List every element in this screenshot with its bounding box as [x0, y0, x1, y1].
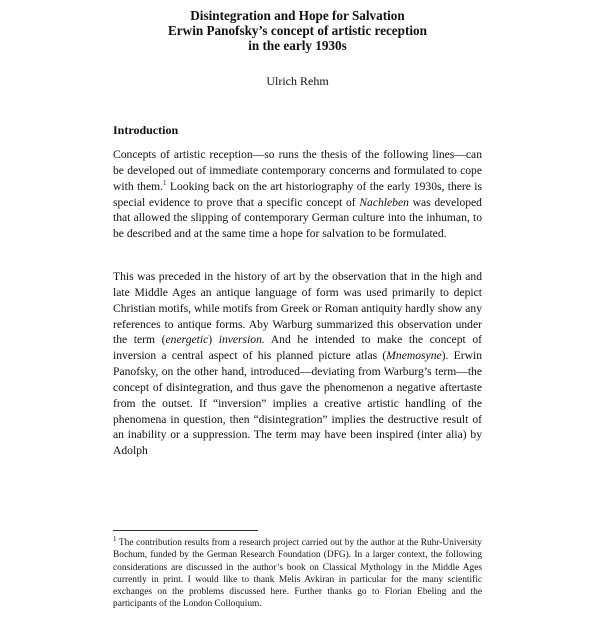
paragraph-2-text-b: )	[208, 333, 219, 347]
paragraph-1-text-b: Looking back on the art historiography of the early 1930s, there is special evidence to prove that a specific concept of	[113, 179, 482, 209]
author-name: Ulrich Rehm	[266, 74, 329, 88]
section-heading: Introduction	[113, 123, 179, 137]
paragraph-1-text-c: was developed that allowed the slipping of contemporary German culture into the inhuman, to be described and at the same time a hope for salvation to be formulated.	[113, 195, 482, 241]
paragraph-2-text-a: This was preceded in the history of art by the observation that in the high and late Middle Ages an antique language of form was used primarily to depict Christian motifs, while motifs from Greek or Roman antiquity hardly show any references to antique forms. Aby Warburg summarized this observation under the term (	[113, 270, 482, 347]
footnote-1	[113, 534, 482, 611]
title-line-1: Disintegration and Hope for Salvation	[190, 8, 405, 23]
footnote-divider	[113, 530, 258, 531]
footnote-text: The contribution results from a research project carried out by the author at the Ruhr-University Bochum, funded by the German Research Foundation (DFG). In a larger context, the following considerations are discussed in the author’s book on Classical Mythology in the Middle Ages currently in print. I would like to thank Melis Avkiran in particular for the many scientific exchanges on the problems discussed here. Further thanks go to Florian Ebeling and the participants of the London Colloquium.	[113, 538, 482, 610]
paragraph-1-text-a: Concepts of artistic reception—so runs the thesis of the following lines—can be developed out of immediate contemporary concerns and formulated to cope with them.	[113, 148, 482, 193]
paragraph-2	[113, 269, 482, 459]
paragraph-2-italic-mnemosyne: Mnemosyne	[386, 349, 442, 363]
paragraph-1	[113, 147, 482, 242]
footnote-marker: 1	[113, 534, 117, 543]
title-line-2: Erwin Panofsky’s concept of artistic reception	[168, 23, 427, 38]
paragraph-2-text-c: And he intended to make the concept of inversion a central aspect of his planned picture atlas (	[113, 333, 482, 363]
paragraph-2-text-d: ). Erwin Panofsky, on the other hand, introduced—deviating from Warburg’s term—the concept of disintegration, and thus gave the phenomenon a negative aftertaste from the outset. If “inversion” implies a creative artistic handling of the phenomena in question, then “disintegration” implies the destructive result of an inability or a suppression. The term may have been inspired (inter alia) by Adolph	[113, 349, 482, 458]
footnote-reference[interactable]: 1	[163, 178, 167, 187]
title-line-3: in the early 1930s	[248, 38, 347, 53]
paragraph-2-italic-energetic: energetic	[165, 333, 209, 347]
paragraph-2-italic-inversion: inversion.	[218, 333, 265, 347]
paragraph-1-italic-term: Nachleben	[359, 195, 409, 209]
